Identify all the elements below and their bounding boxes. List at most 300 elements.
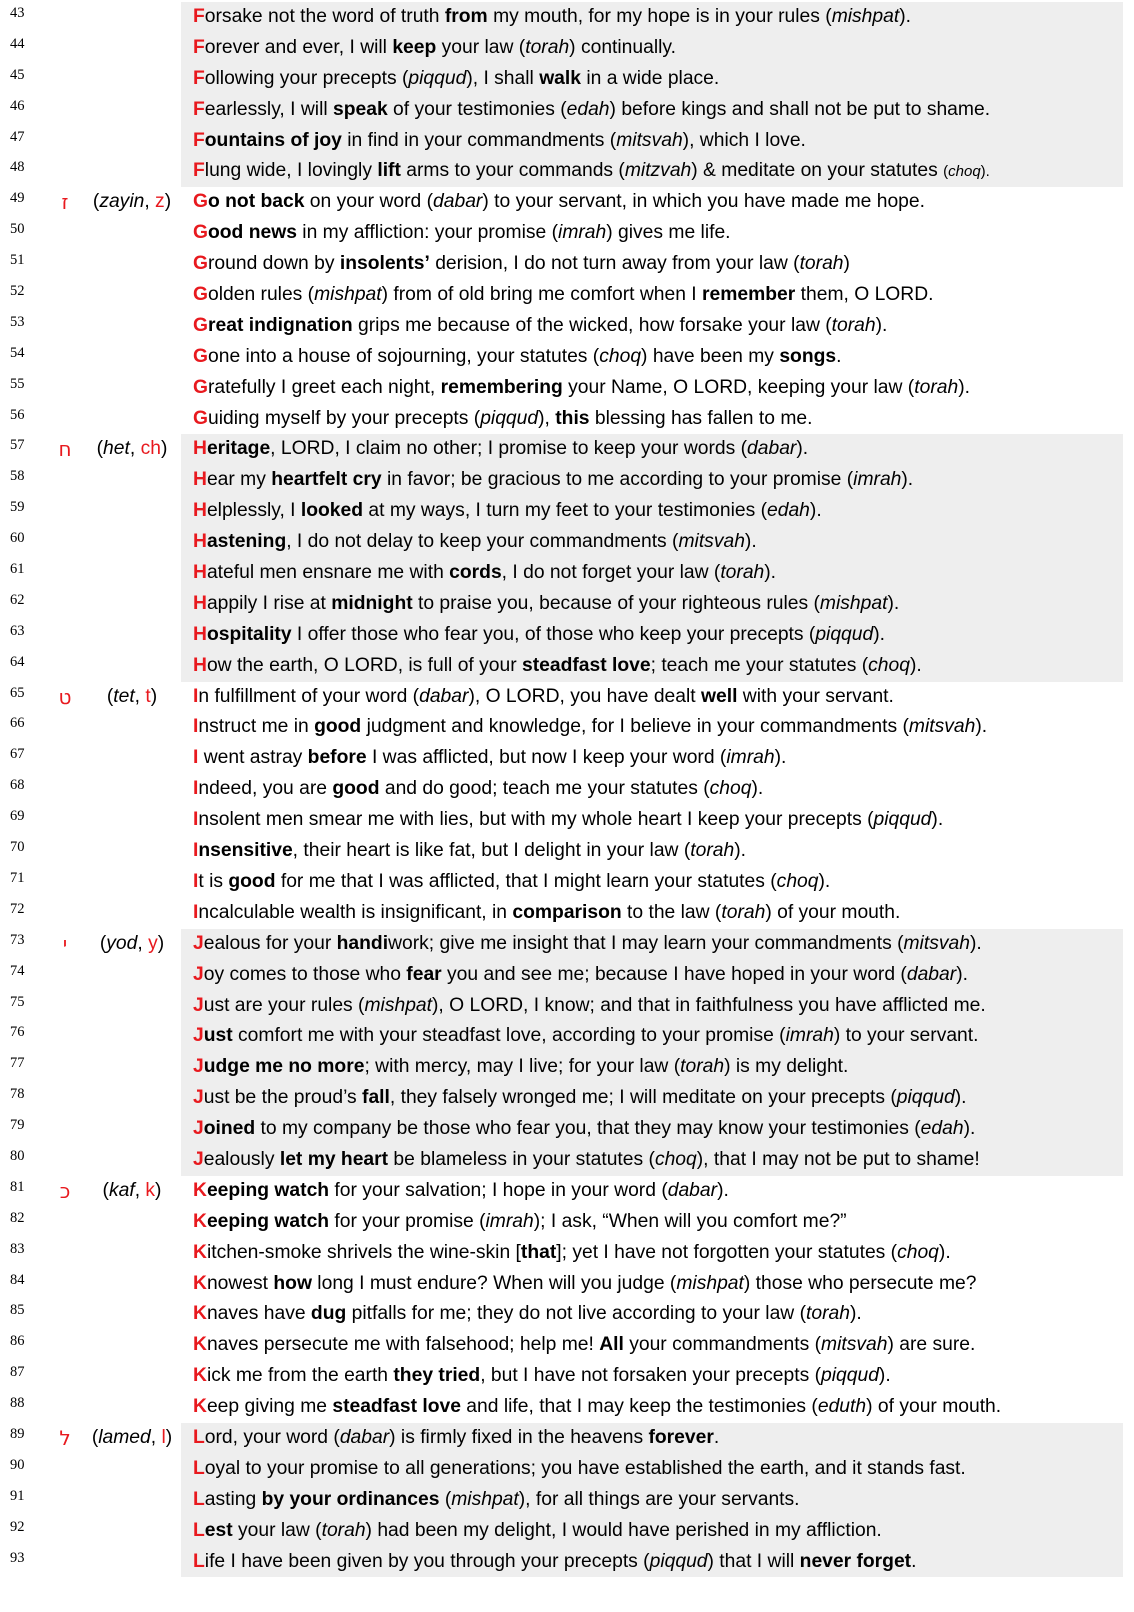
- initial-letter: J: [193, 1118, 204, 1140]
- verse-row: [0, 249, 1134, 280]
- verse-text: [181, 1238, 1123, 1269]
- letter-translit: z: [155, 191, 165, 213]
- verse-number: 54: [10, 344, 25, 361]
- letter-name-text: tet: [113, 685, 135, 707]
- initial-letter: F: [193, 129, 205, 151]
- verse-number: 69: [10, 808, 25, 825]
- verse-number: 47: [10, 128, 25, 145]
- text-segment: ), I shall: [466, 67, 540, 89]
- text-segment: ).: [899, 6, 911, 27]
- hebrew-term: imrah: [726, 747, 775, 769]
- text-segment: nsolent men smear me with lies, but with my whole heart I keep your precepts (: [198, 809, 874, 831]
- hebrew-term: imrah: [853, 469, 902, 491]
- initial-letter: I: [193, 778, 199, 800]
- verse-number: 58: [10, 468, 25, 485]
- text-segment: oy comes to those who: [203, 963, 407, 985]
- verse-text: [181, 33, 1123, 64]
- initial-letter: K: [193, 1179, 207, 1201]
- text-segment: ).: [975, 716, 988, 738]
- text-segment: ), which I love.: [682, 129, 806, 151]
- verse-row: [0, 1052, 1134, 1083]
- text-segment: ).: [751, 778, 764, 800]
- initial-letter: K: [193, 1272, 207, 1294]
- verse-text: [181, 311, 1123, 342]
- text-segment: in a wide place.: [581, 67, 720, 89]
- hebrew-term: piqqud: [896, 1087, 955, 1109]
- initial-letter: H: [193, 592, 207, 614]
- verse-text: [181, 991, 1123, 1022]
- initial-letter: G: [193, 407, 208, 429]
- verse-number: 80: [10, 1147, 25, 1164]
- initial-letter: I: [193, 870, 199, 892]
- verse-row: [0, 620, 1134, 651]
- verse-number: 65: [10, 684, 25, 701]
- initial-letter: L: [193, 1550, 205, 1572]
- verse-number: 62: [10, 591, 25, 608]
- text-segment: your commandments (: [623, 1334, 822, 1356]
- text-segment: ).: [734, 840, 746, 862]
- text-segment: ).: [744, 531, 757, 553]
- verse-number: 85: [10, 1302, 25, 1319]
- verse-text: [181, 1330, 1123, 1361]
- verse-number: 45: [10, 66, 25, 83]
- verse-number: 60: [10, 530, 25, 547]
- verse-text: [181, 280, 1123, 311]
- verse-row: [0, 465, 1134, 496]
- hebrew-term: piqqud: [815, 623, 874, 645]
- emphasis: good: [314, 716, 362, 738]
- initial-letter: F: [193, 36, 205, 58]
- verse-text: [181, 805, 1123, 836]
- emphasis: fear: [406, 963, 442, 985]
- text-segment: ).: [764, 562, 777, 584]
- initial-letter: I: [193, 840, 199, 862]
- text-segment: ).: [878, 1365, 891, 1387]
- emphasis: oined: [203, 1118, 256, 1140]
- verse-row: [0, 1299, 1134, 1330]
- text-segment: my mouth, for my hope is in your rules (: [487, 6, 832, 27]
- emphasis: eeping watch: [206, 1210, 330, 1232]
- text-segment: ) have been my: [641, 345, 780, 367]
- emphasis: midnight: [331, 592, 413, 614]
- verse-text: [181, 126, 1123, 157]
- initial-letter: H: [193, 469, 207, 491]
- verse-row: [0, 898, 1134, 929]
- emphasis: remember: [702, 284, 796, 306]
- emphasis: keep: [392, 36, 437, 58]
- initial-letter: K: [193, 1241, 207, 1263]
- verse-text: [181, 867, 1123, 898]
- text-segment: I offer those who fear you, of those who keep your precepts (: [291, 623, 816, 645]
- verse-row: [0, 1083, 1134, 1114]
- hebrew-term: dabar: [433, 191, 483, 213]
- text-segment: eep giving me: [206, 1396, 333, 1418]
- text-segment: to praise you, because of your righteous rules (: [412, 592, 820, 614]
- verse-number: 87: [10, 1364, 25, 1381]
- text-segment: orsake not the word of truth: [204, 6, 445, 27]
- text-segment: ).: [887, 592, 900, 614]
- text-segment: on your word (: [304, 191, 434, 213]
- text-segment: ]; yet I have not forgotten your statutes (: [556, 1241, 898, 1263]
- text-segment: naves persecute me with falsehood; help me!: [206, 1334, 600, 1356]
- verse-text: [181, 434, 1123, 465]
- initial-letter: K: [193, 1210, 207, 1232]
- verse-text: [181, 2, 1123, 33]
- initial-letter: L: [193, 1426, 205, 1448]
- text-segment: for your promise (: [329, 1210, 486, 1232]
- verse-text: [181, 1299, 1123, 1330]
- emphasis: speak: [333, 98, 388, 120]
- text-segment: went astray: [198, 747, 308, 769]
- verse-text: [181, 249, 1123, 280]
- verse-number: 79: [10, 1117, 25, 1134]
- hebrew-term: mitsvah: [903, 932, 970, 954]
- emphasis: comparison: [512, 901, 622, 923]
- verse-number: 50: [10, 221, 25, 238]
- hebrew-term: edah: [767, 500, 810, 522]
- initial-letter: K: [193, 1396, 207, 1418]
- initial-letter: F: [193, 6, 205, 27]
- text-segment: ),: [538, 407, 556, 429]
- emphasis: eritage: [206, 438, 271, 460]
- text-segment: ).: [909, 654, 922, 676]
- verse-row: [0, 1269, 1134, 1300]
- verse-text: [181, 64, 1123, 95]
- verse-text: [181, 373, 1123, 404]
- text-segment: ), for all things are your servants.: [518, 1488, 800, 1510]
- verse-text: [181, 743, 1123, 774]
- verse-row: [0, 280, 1134, 311]
- verse-number: 46: [10, 97, 25, 114]
- text-segment: ).: [873, 623, 886, 645]
- text-segment: ) are sure.: [887, 1334, 976, 1356]
- emphasis: heartfelt cry: [271, 469, 382, 491]
- hebrew-term: mishpat: [364, 994, 432, 1016]
- emphasis: they tried: [393, 1365, 481, 1387]
- small-text: (: [943, 163, 949, 181]
- letter-name: (tet, t): [106, 685, 158, 707]
- verse-text: [181, 651, 1123, 682]
- initial-letter: K: [193, 1303, 207, 1325]
- verse-number: 67: [10, 746, 25, 763]
- verse-number: 68: [10, 777, 25, 794]
- letter-name: (zayin, z): [92, 191, 172, 213]
- verse-number: 76: [10, 1024, 25, 1041]
- text-segment: (: [439, 1488, 452, 1510]
- verse-row: [0, 651, 1134, 682]
- initial-letter: G: [193, 253, 208, 275]
- emphasis: handi: [336, 932, 389, 954]
- text-segment: for me that I was afflicted, that I might learn your statutes (: [275, 870, 777, 892]
- verse-row: [0, 404, 1134, 435]
- verse-row: [0, 1021, 1134, 1052]
- text-segment: ).: [954, 1087, 967, 1109]
- initial-letter: I: [193, 685, 199, 707]
- emphasis: o not back: [208, 191, 305, 213]
- verse-number: 43: [10, 5, 25, 21]
- text-segment: I was afflicted, but now I keep your word (: [366, 747, 727, 769]
- text-segment: round down by: [208, 253, 340, 275]
- text-segment: n fulfillment of your word (: [198, 685, 420, 707]
- verse-number: 64: [10, 653, 25, 670]
- text-segment: ) & meditate on your statutes: [691, 160, 944, 182]
- text-segment: nowest: [206, 1272, 274, 1294]
- letter-translit: t: [145, 685, 151, 707]
- emphasis: cords: [449, 562, 502, 584]
- text-segment: ).: [963, 1118, 976, 1140]
- text-segment: ) is firmly fixed in the heavens: [389, 1426, 649, 1448]
- hebrew-term: imrah: [485, 1210, 534, 1232]
- initial-letter: H: [193, 500, 207, 522]
- verse-number: 57: [10, 437, 25, 454]
- text-segment: appily I rise at: [206, 592, 332, 614]
- emphasis: songs: [779, 345, 837, 367]
- hebrew-term: dabar: [667, 1179, 718, 1201]
- hebrew-term: torah: [806, 1303, 850, 1325]
- hebrew-letter: ח: [58, 437, 72, 462]
- initial-letter: G: [193, 284, 208, 306]
- hebrew-term: torah: [525, 36, 570, 58]
- hebrew-term: choq: [654, 1148, 697, 1170]
- verse-row: [0, 95, 1134, 126]
- verse-row: [0, 682, 1134, 713]
- initial-letter: F: [193, 98, 205, 120]
- verse-number: 61: [10, 561, 25, 578]
- letter-translit: k: [145, 1179, 156, 1201]
- verse-text: [181, 1269, 1123, 1300]
- verse-number: 81: [10, 1178, 25, 1195]
- verse-number: 86: [10, 1333, 25, 1350]
- text-segment: your law (: [436, 36, 526, 58]
- text-segment: ear my: [206, 469, 272, 491]
- verse-number: 83: [10, 1240, 25, 1257]
- verse-row: [0, 342, 1134, 373]
- hebrew-letter: י: [62, 931, 68, 956]
- text-segment: ), that I may not be put to shame!: [696, 1148, 980, 1170]
- hebrew-term: choq: [868, 654, 910, 676]
- verse-number: 44: [10, 35, 25, 52]
- text-segment: , I do not delay to keep your commandments (: [286, 531, 679, 553]
- text-segment: ).: [809, 500, 822, 522]
- text-segment: with your servant.: [737, 685, 894, 707]
- text-segment: ).: [818, 870, 831, 892]
- verse-text: [181, 527, 1123, 558]
- verse-number: 66: [10, 715, 25, 732]
- text-segment: ) had been my delight, I would have perished in my affliction.: [365, 1519, 882, 1541]
- text-segment: earlessly, I will: [204, 98, 333, 120]
- text-segment: ).: [875, 314, 888, 336]
- verse-row: [0, 373, 1134, 404]
- text-segment: oyal to your promise to all generations; you have established the earth, and it stands fast.: [204, 1457, 966, 1479]
- verse-row: [0, 218, 1134, 249]
- verse-text: [181, 342, 1123, 373]
- hebrew-term: dabar: [906, 963, 957, 985]
- text-segment: and do good; teach me your statutes (: [379, 778, 710, 800]
- letter-name-text: yod: [106, 932, 138, 954]
- letter-name: (lamed, l): [91, 1426, 173, 1448]
- text-segment: long I must endure? When will you judge (: [311, 1272, 677, 1294]
- text-segment: ), O LORD, I know; and that in faithfulness you have afflicted me.: [432, 994, 986, 1016]
- verse-row: [0, 496, 1134, 527]
- emphasis: est: [204, 1519, 233, 1541]
- verse-text: [181, 156, 1123, 187]
- text-segment: ) those who persecute me?: [743, 1272, 977, 1294]
- small-text: ).: [980, 163, 990, 181]
- verse-row: [0, 1485, 1134, 1516]
- hebrew-term: mitsvah: [821, 1334, 888, 1356]
- text-segment: ) is my delight.: [724, 1056, 849, 1078]
- initial-letter: H: [193, 562, 207, 584]
- verse-number: 78: [10, 1086, 25, 1103]
- initial-letter: G: [193, 345, 208, 367]
- verse-text: [181, 1485, 1123, 1516]
- text-segment: .: [911, 1550, 917, 1572]
- initial-letter: K: [193, 1334, 207, 1356]
- text-segment: blessing has fallen to me.: [589, 407, 813, 429]
- hebrew-term: torah: [831, 314, 876, 336]
- initial-letter: L: [193, 1457, 205, 1479]
- text-segment: uiding myself by your precepts (: [208, 407, 481, 429]
- text-segment: ratefully I greet each night,: [208, 376, 441, 398]
- verse-row: [0, 1392, 1134, 1423]
- verse-text: [181, 774, 1123, 805]
- hebrew-term: piqqud: [480, 407, 539, 429]
- hebrew-term: edah: [920, 1118, 964, 1140]
- emphasis: forever: [648, 1426, 714, 1448]
- verse-row: [0, 126, 1134, 157]
- initial-letter: J: [193, 1056, 204, 1078]
- hebrew-term: torah: [680, 1056, 725, 1078]
- emphasis: dug: [310, 1303, 347, 1325]
- text-segment: , their heart is like fat, but I delight in your law (: [292, 840, 691, 862]
- text-segment: ord, your word (: [204, 1426, 340, 1448]
- verse-text: [181, 187, 1123, 218]
- verse-number: 75: [10, 993, 25, 1010]
- initial-letter: J: [193, 1148, 204, 1170]
- verse-row: [0, 527, 1134, 558]
- emphasis: ountains of joy: [204, 129, 342, 151]
- emphasis: looked: [300, 500, 364, 522]
- text-segment: for your salvation; I hope in your word (: [329, 1179, 668, 1201]
- hebrew-term: mitsvah: [678, 531, 745, 553]
- verse-row: [0, 311, 1134, 342]
- emphasis: nsensitive: [198, 840, 293, 862]
- hebrew-term: mishpat: [819, 592, 888, 614]
- hebrew-term: mitsvah: [616, 129, 683, 151]
- verse-number: 56: [10, 406, 25, 423]
- verse-text: [181, 960, 1123, 991]
- verse-row: [0, 1207, 1134, 1238]
- hebrew-term: torah: [321, 1519, 366, 1541]
- hebrew-term: dabar: [419, 685, 469, 707]
- text-segment: , LORD, I claim no other; I promise to keep your words (: [270, 438, 748, 460]
- initial-letter: I: [193, 901, 199, 923]
- text-segment: ust are your rules (: [203, 994, 365, 1016]
- verse-text: [181, 929, 1123, 960]
- verse-row: [0, 1176, 1134, 1207]
- emphasis: udge me no more: [203, 1056, 365, 1078]
- emphasis: ust: [203, 1025, 233, 1047]
- text-segment: ealously: [203, 1148, 280, 1170]
- letter-name-text: lamed: [98, 1426, 151, 1448]
- text-segment: in my affliction: your promise (: [296, 222, 559, 244]
- hebrew-term: torah: [720, 562, 765, 584]
- text-segment: ) of your mouth.: [866, 1396, 1002, 1418]
- initial-letter: I: [193, 716, 199, 738]
- emphasis: that: [520, 1241, 557, 1263]
- verse-text: [181, 1207, 1123, 1238]
- verse-number: 88: [10, 1395, 25, 1412]
- verse-row: [0, 712, 1134, 743]
- text-segment: .: [713, 1426, 720, 1448]
- text-segment: .: [836, 345, 842, 367]
- verse-row: [0, 434, 1134, 465]
- verse-row: [0, 64, 1134, 95]
- hebrew-term: piqqud: [408, 67, 467, 89]
- hebrew-term: torah: [721, 901, 766, 923]
- initial-letter: I: [193, 809, 199, 831]
- text-segment: be blameless in your statutes (: [388, 1148, 655, 1170]
- verse-row: [0, 1547, 1134, 1578]
- text-segment: itchen-smoke shrivels the wine-skin [: [206, 1241, 521, 1263]
- letter-translit: y: [148, 932, 158, 954]
- emphasis: before: [307, 747, 367, 769]
- verse-number: 89: [10, 1425, 25, 1442]
- emphasis: by your ordinances: [261, 1488, 440, 1510]
- verse-row: [0, 1238, 1134, 1269]
- hebrew-term: mishpat: [314, 284, 382, 306]
- verse-text: [181, 712, 1123, 743]
- verse-text: [181, 1145, 1123, 1176]
- verse-number: 93: [10, 1549, 25, 1566]
- initial-letter: H: [193, 623, 207, 645]
- initial-letter: I: [193, 747, 199, 769]
- verse-number: 51: [10, 252, 25, 269]
- hebrew-term: piqqud: [873, 809, 932, 831]
- initial-letter: J: [193, 1025, 204, 1047]
- verse-row: [0, 805, 1134, 836]
- emphasis: let my heart: [279, 1148, 389, 1170]
- verse-text: [181, 1516, 1123, 1547]
- text-segment: judgment and knowledge, for I believe in your commandments (: [361, 716, 909, 738]
- text-segment: ); I ask, “When will you comfort me?”: [533, 1210, 847, 1232]
- emphasis: All: [599, 1334, 624, 1356]
- initial-letter: J: [193, 1087, 204, 1109]
- text-segment: your law (: [232, 1519, 322, 1541]
- text-segment: ust be the proud’s: [203, 1087, 363, 1109]
- text-segment: work; give me insight that I may learn your commandments (: [388, 932, 904, 954]
- verse-number: 53: [10, 313, 25, 330]
- text-segment: them, O LORD.: [795, 284, 934, 306]
- text-segment: ).: [901, 469, 914, 491]
- initial-letter: J: [193, 963, 204, 985]
- text-segment: lung wide, I lovingly: [204, 160, 378, 182]
- hebrew-term: mitzvah: [624, 160, 692, 182]
- initial-letter: F: [193, 160, 205, 182]
- verse-number: 77: [10, 1055, 25, 1072]
- verse-text: [181, 1361, 1123, 1392]
- verse-row: [0, 774, 1134, 805]
- hebrew-letter: כ: [59, 1178, 71, 1203]
- emphasis: ospitality: [206, 623, 292, 645]
- verse-row: [0, 589, 1134, 620]
- text-segment: at my ways, I turn my feet to your testimonies (: [363, 500, 767, 522]
- initial-letter: F: [193, 67, 205, 89]
- verse-number: 71: [10, 869, 25, 886]
- emphasis: well: [701, 685, 738, 707]
- initial-letter: H: [193, 531, 207, 553]
- verse-text: [181, 404, 1123, 435]
